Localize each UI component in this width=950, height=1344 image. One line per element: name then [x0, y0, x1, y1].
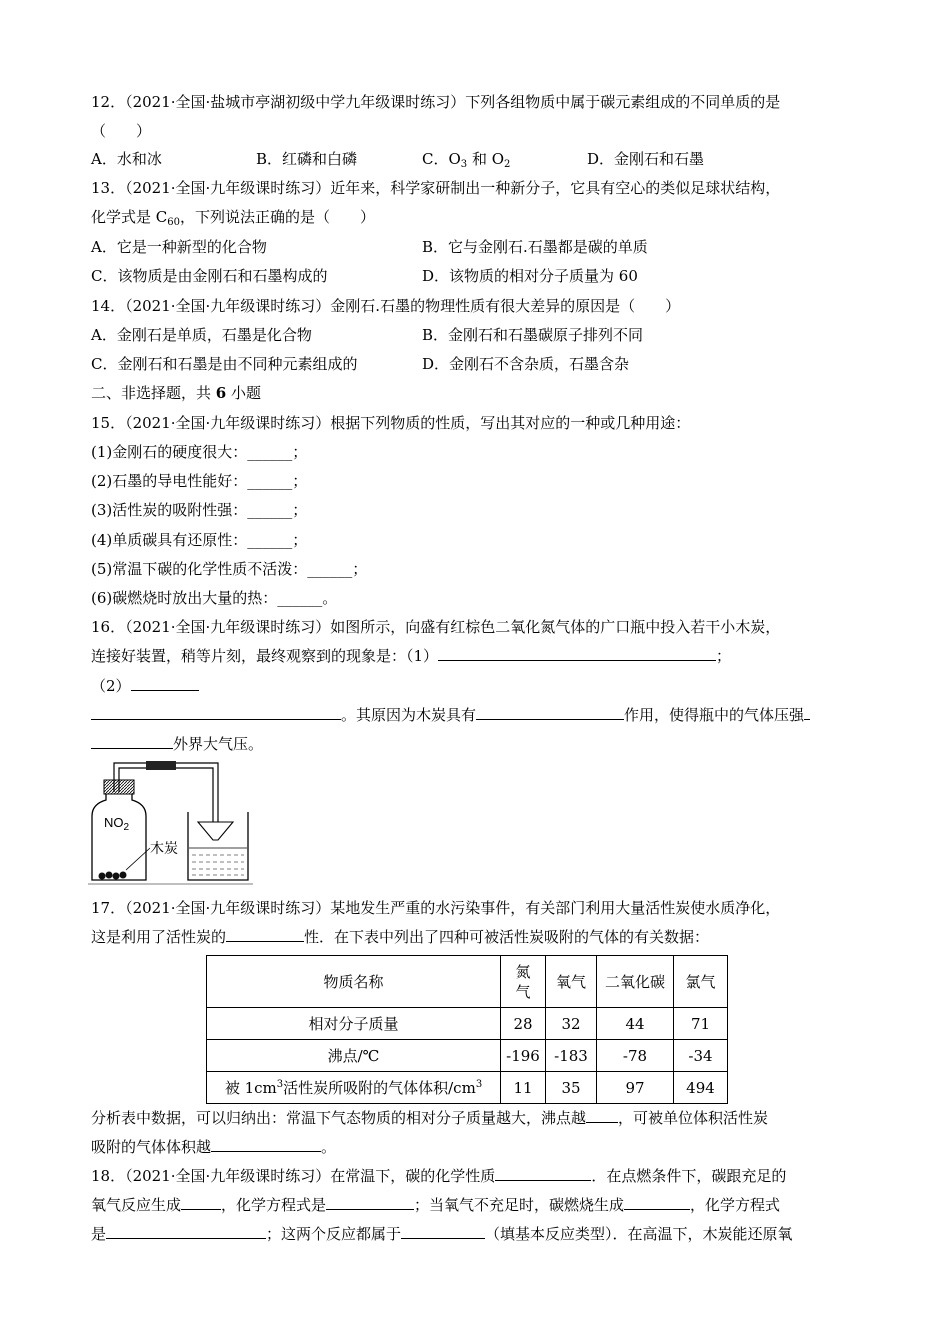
q13-option-c: C．该物质是由金刚石和石墨构成的	[91, 267, 328, 285]
q17-line3: 分析表中数据，可以归纳出：常温下气态物质的相对分子质量越大，沸点越 ，可被单位体积活性炭	[91, 1109, 769, 1127]
table-cell: 35	[546, 1072, 597, 1104]
q16-line5: 外界大气压。	[91, 734, 263, 754]
table-cell: 二氧化碳	[597, 956, 674, 1008]
table-cell: 11	[501, 1072, 546, 1104]
no2-label: $NO_2$	[104, 815, 130, 833]
q16-line4: 。其原因为木炭具有 作用，使得瓶中的气体压强	[91, 705, 810, 725]
table-cell: 44	[597, 1008, 674, 1040]
q14-option-d: D．金刚石不含杂质，石墨含杂	[422, 355, 630, 373]
answer-blank[interactable]	[211, 1137, 321, 1152]
answer-blank[interactable]	[91, 734, 173, 749]
charcoal-piece	[106, 872, 113, 879]
q15-item: (1)金刚石的硬度很大：______；	[91, 443, 308, 461]
q13-option-a: A．它是一种新型的化合物	[91, 238, 267, 256]
answer-blank[interactable]	[91, 705, 341, 720]
q12-paren: （ ）	[91, 122, 152, 140]
answer-blank[interactable]	[804, 705, 810, 720]
charcoal-piece	[120, 872, 127, 879]
q13-stem-line2: 化学式是 $C_{60}$，下列说法正确的是（ ）	[91, 208, 375, 228]
table-row	[207, 1072, 728, 1104]
q17-line4: 吸附的气体体积越 。	[91, 1138, 337, 1156]
table-cell: -183	[546, 1040, 597, 1072]
q16-stem: 16．（2021·全国·九年级课时练习）如图所示，向盛有红棕色二氧化氮气体的广口瓶中投入若干小木炭，	[91, 618, 781, 636]
q14-stem: 14．（2021·全国·九年级课时练习）金刚石.石墨的物理性质有很大差异的原因是（ ）	[91, 297, 681, 315]
q15-item: (2)石墨的导电性能好：______；	[91, 472, 308, 490]
table-cell: -34	[674, 1040, 728, 1072]
answer-blank[interactable]	[226, 927, 304, 942]
table-cell: 沸点/℃	[207, 1040, 501, 1072]
q14-option-c: C．金刚石和石墨是由不同种元素组成的	[91, 355, 358, 373]
table-cell: 28	[501, 1008, 546, 1040]
answer-blank[interactable]	[586, 1108, 618, 1123]
charcoal-label: 木炭	[150, 838, 178, 858]
q13-stem: 13．（2021·全国·九年级课时练习）近年来，科学家研制出一种新分子，它具有空心的类似足球状结构，	[91, 179, 781, 197]
table-cell: 71	[674, 1008, 728, 1040]
answer-blank[interactable]	[495, 1166, 591, 1181]
table-cell: -78	[597, 1040, 674, 1072]
table-cell: 相对分子质量	[207, 1008, 501, 1040]
q12-option-d: D．金刚石和石墨	[587, 150, 705, 168]
table-cell: 被 $1cm^3$活性炭所吸附的气体体积$/cm^3$	[207, 1072, 501, 1104]
q15-item: (4)单质碳具有还原性：______；	[91, 531, 308, 549]
q12-option-b: B．红磷和白磷	[256, 150, 358, 168]
table-cell: 32	[546, 1008, 597, 1040]
q12-option-c: C．$O_3$ 和 $O_2$	[422, 150, 511, 170]
q17-stem: 17．（2021·全国·九年级课时练习）某地发生严重的水污染事件，有关部门利用大量活性炭使水质净化，	[91, 899, 781, 917]
q12-stem: 12．（2021·全国·盐城市亭湖初级中学九年级课时练习）下列各组物质中属于碳元素组成的不同单质的是	[91, 93, 781, 111]
table-cell: 物质名称	[207, 956, 501, 1008]
q18-stem: 18．（2021·全国·九年级课时练习）在常温下，碳的化学性质 ．在点燃条件下，碳跟充足的	[91, 1167, 787, 1185]
table-cell: -196	[501, 1040, 546, 1072]
q16-line2: 连接好装置，稍等片刻，最终观察到的现象是：（1） ；	[91, 647, 732, 665]
answer-blank[interactable]	[181, 1195, 221, 1210]
answer-blank[interactable]	[438, 646, 716, 661]
answer-blank[interactable]	[131, 676, 199, 691]
table-cell: 494	[674, 1072, 728, 1104]
q18-line2: 氧气反应生成 ，化学方程式是 ；当氧气不充足时，碳燃烧生成 ，化学方程式	[91, 1196, 781, 1214]
q15-item: (6)碳燃烧时放出大量的热：______。	[91, 589, 338, 607]
q13-option-b: B．它与金刚石.石墨都是碳的单质	[422, 238, 648, 256]
q15-item: (3)活性炭的吸附性强：______；	[91, 501, 308, 519]
answer-blank[interactable]	[624, 1195, 690, 1210]
table-cell: 氮气	[501, 956, 546, 1008]
gas-data-table	[206, 955, 728, 1104]
q17-line2: 这是利用了活性炭的 性．在下表中列出了四种可被活性炭吸附的气体的有关数据：	[91, 928, 710, 946]
q12-option-a: A．水和冰	[91, 150, 162, 168]
table-row	[207, 1040, 728, 1072]
q16-line3: （2）	[91, 676, 199, 696]
q14-option-a: A．金刚石是单质，石墨是化合物	[91, 326, 312, 344]
answer-blank[interactable]	[106, 1224, 266, 1239]
answer-blank[interactable]	[401, 1224, 485, 1239]
charcoal-piece	[113, 873, 120, 880]
answer-blank[interactable]	[326, 1195, 414, 1210]
q14-option-b: B．金刚石和石墨碳原子排列不同	[422, 326, 644, 344]
table-row	[207, 1008, 728, 1040]
table-cell: 97	[597, 1072, 674, 1104]
table-header-row	[207, 956, 728, 1008]
q15-stem: 15．（2021·全国·九年级课时练习）根据下列物质的性质，写出其对应的一种或几种用途：	[91, 414, 691, 432]
q18-line3: 是 ；这两个反应都属于 （填基本反应类型）．在高温下，木炭能还原氧	[91, 1225, 793, 1243]
charcoal-piece	[99, 873, 106, 880]
table-cell: 氧气	[546, 956, 597, 1008]
q13-option-d: D．该物质的相对分子质量为 60	[422, 267, 638, 285]
q15-item: (5)常温下碳的化学性质不活泼：______；	[91, 560, 368, 578]
section-heading: 二、非选择题，共 6 小题	[91, 384, 261, 402]
table-cell: 氯气	[674, 956, 728, 1008]
answer-blank[interactable]	[476, 705, 624, 720]
